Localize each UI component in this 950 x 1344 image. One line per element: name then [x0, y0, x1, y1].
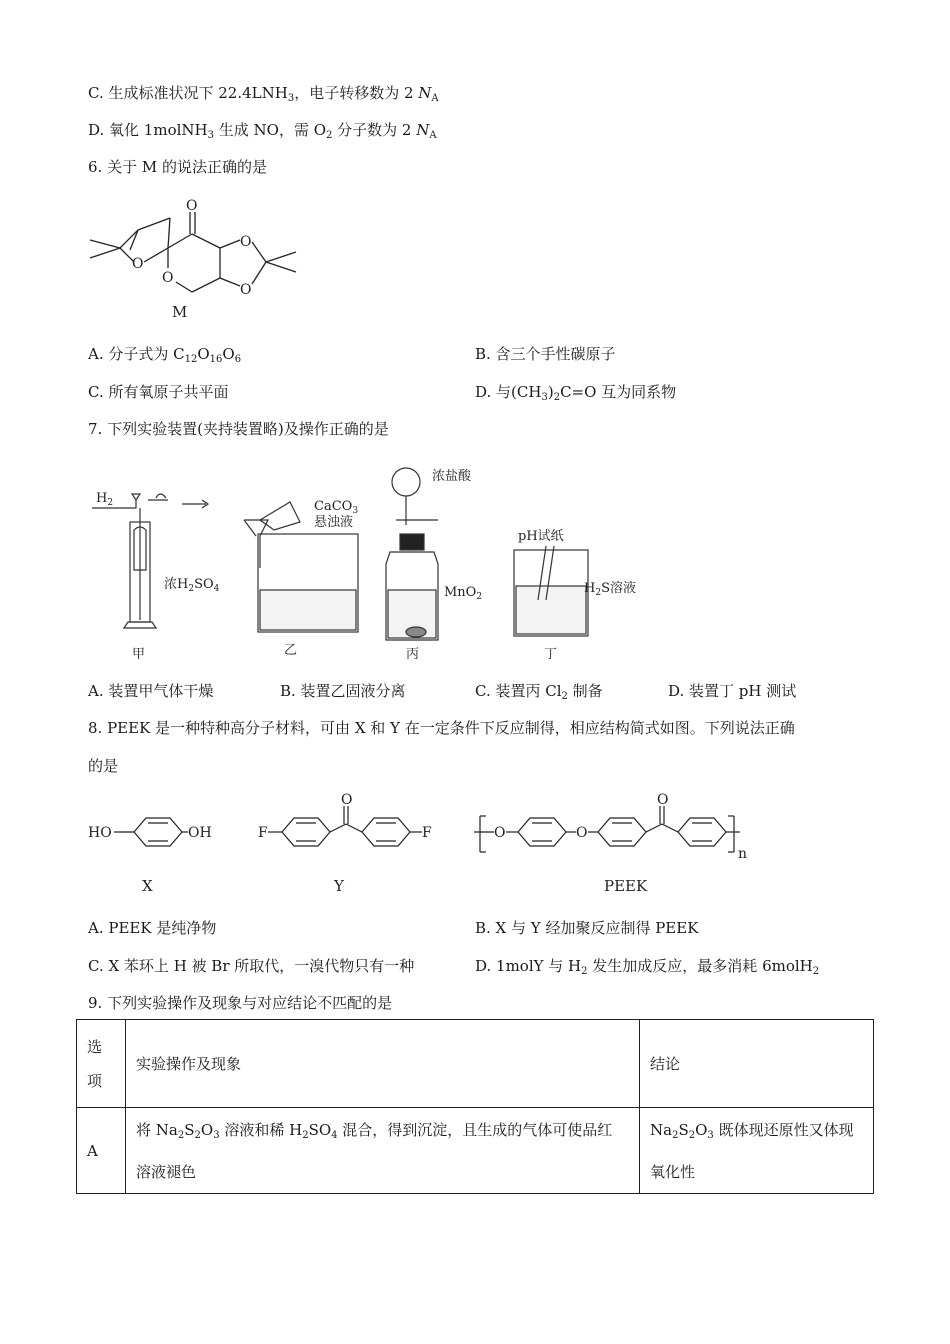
q7-apparatus-figure: [86, 450, 686, 665]
q8-structures-figure: [84, 790, 764, 905]
q8-option-a: A. PEEK 是纯净物: [88, 919, 217, 937]
q6-option-b: B. 含三个手性碳原子: [475, 345, 616, 363]
q7-option-c: C. 装置丙 $Cl_2$ 制备: [475, 682, 603, 702]
peek-n-label: n: [738, 846, 748, 862]
q9-stem: 9. 下列实验操作及现象与对应结论不匹配的是: [88, 994, 393, 1012]
apparatus-bing-label: 丙: [406, 647, 420, 662]
y-f2-label: F: [422, 825, 432, 841]
peek-label: PEEK: [604, 877, 648, 895]
carbonyl-o-label: O: [186, 198, 198, 214]
apparatus-yi-label: 乙: [284, 643, 298, 658]
ring-o-label-1: O: [132, 256, 144, 272]
q8-stem-line2: 的是: [88, 757, 119, 775]
x-ho-label: HO: [88, 825, 112, 841]
apparatus-ding-label: 丁: [544, 647, 558, 662]
q6-option-a: A. 分子式为 $C_{12}O_{16}O_6$: [88, 345, 242, 365]
q7-option-b: B. 装置乙固液分离: [280, 682, 406, 700]
q6-stem: 6. 关于 M 的说法正确的是: [88, 158, 267, 176]
q7-stem: 7. 下列实验装置(夹持装置略)及操作正确的是: [88, 420, 389, 438]
q7-option-d: D. 装置丁 pH 测试: [668, 682, 797, 700]
row-a-conclusion: $Na_2S_2O_3$ 既体现还原性又体现 氧化性: [640, 1108, 874, 1194]
ph-paper-label: pH试纸: [518, 529, 564, 544]
q6-option-c: C. 所有氧原子共平面: [88, 383, 229, 401]
molecule-m-structure: [80, 190, 320, 330]
q5-option-c: C. 生成标准状况下 $22.4LNH_3$，电子转移数为 2 $N_A$: [88, 84, 439, 104]
y-label: Y: [334, 877, 344, 895]
caco3-label: CaCO$_3$: [314, 499, 359, 516]
apparatus-jia-label: 甲: [132, 647, 146, 662]
peek-o2-label: O: [576, 825, 588, 841]
y-f1-label: F: [258, 825, 268, 841]
molecule-m-label: M: [172, 303, 188, 321]
header-option: 选 项: [77, 1020, 126, 1108]
q8-option-d: D. 1molY 与 $H_2$ 发生加成反应，最多消耗 6molH$_2$: [475, 957, 820, 977]
table-row: [77, 1108, 874, 1194]
ring-o-label-4: O: [240, 282, 252, 298]
ring-o-label-3: O: [240, 234, 252, 250]
header-conclusion: 结论: [640, 1020, 874, 1108]
q8-option-b: B. X 与 Y 经加聚反应制得 PEEK: [475, 919, 699, 937]
q6-option-d: D. 与$(CH_3)_2C=O$ 互为同系物: [475, 383, 677, 403]
h2s-solution-label: $H_2S$溶液: [584, 581, 636, 598]
y-o-label: O: [341, 792, 353, 808]
h2-label: $H_2$: [96, 491, 114, 508]
mno2-label: MnO$_2$: [444, 585, 483, 602]
q9-table: [76, 1019, 874, 1194]
q8-option-c: C. X 苯环上 H 被 Br 所取代，一溴代物只有一种: [88, 957, 415, 975]
q7-option-a: A. 装置甲气体干燥: [88, 682, 214, 700]
row-a-option: A: [77, 1108, 126, 1194]
conc-h2so4-label: 浓$H_2SO_4$: [164, 577, 220, 594]
x-label: X: [142, 877, 153, 895]
q5-option-d: D. 氧化 1molNH$_3$ 生成 NO，需 $O_2$ 分子数为 2 $N_A$: [88, 121, 437, 141]
conc-hcl-label: 浓盐酸: [432, 469, 472, 484]
row-a-operation: 将 $Na_2S_2O_3$ 溶液和稀 $H_2SO_4$ 混合，得到沉淀，且生成的气体可使品红 溶液褪色: [126, 1108, 640, 1194]
x-oh-label: OH: [188, 825, 212, 841]
q8-stem-line1: 8. PEEK 是一种特种高分子材料，可由 X 和 Y 在一定条件下反应制得，相应结构简式如图。下列说法正确: [88, 719, 795, 737]
peek-o3-label: O: [657, 792, 669, 808]
table-header-row: [77, 1020, 874, 1108]
suspension-label: 悬浊液: [314, 515, 354, 530]
peek-o1-label: O: [494, 825, 506, 841]
header-operation: 实验操作及现象: [126, 1020, 640, 1108]
ring-o-label-2: O: [162, 270, 174, 286]
